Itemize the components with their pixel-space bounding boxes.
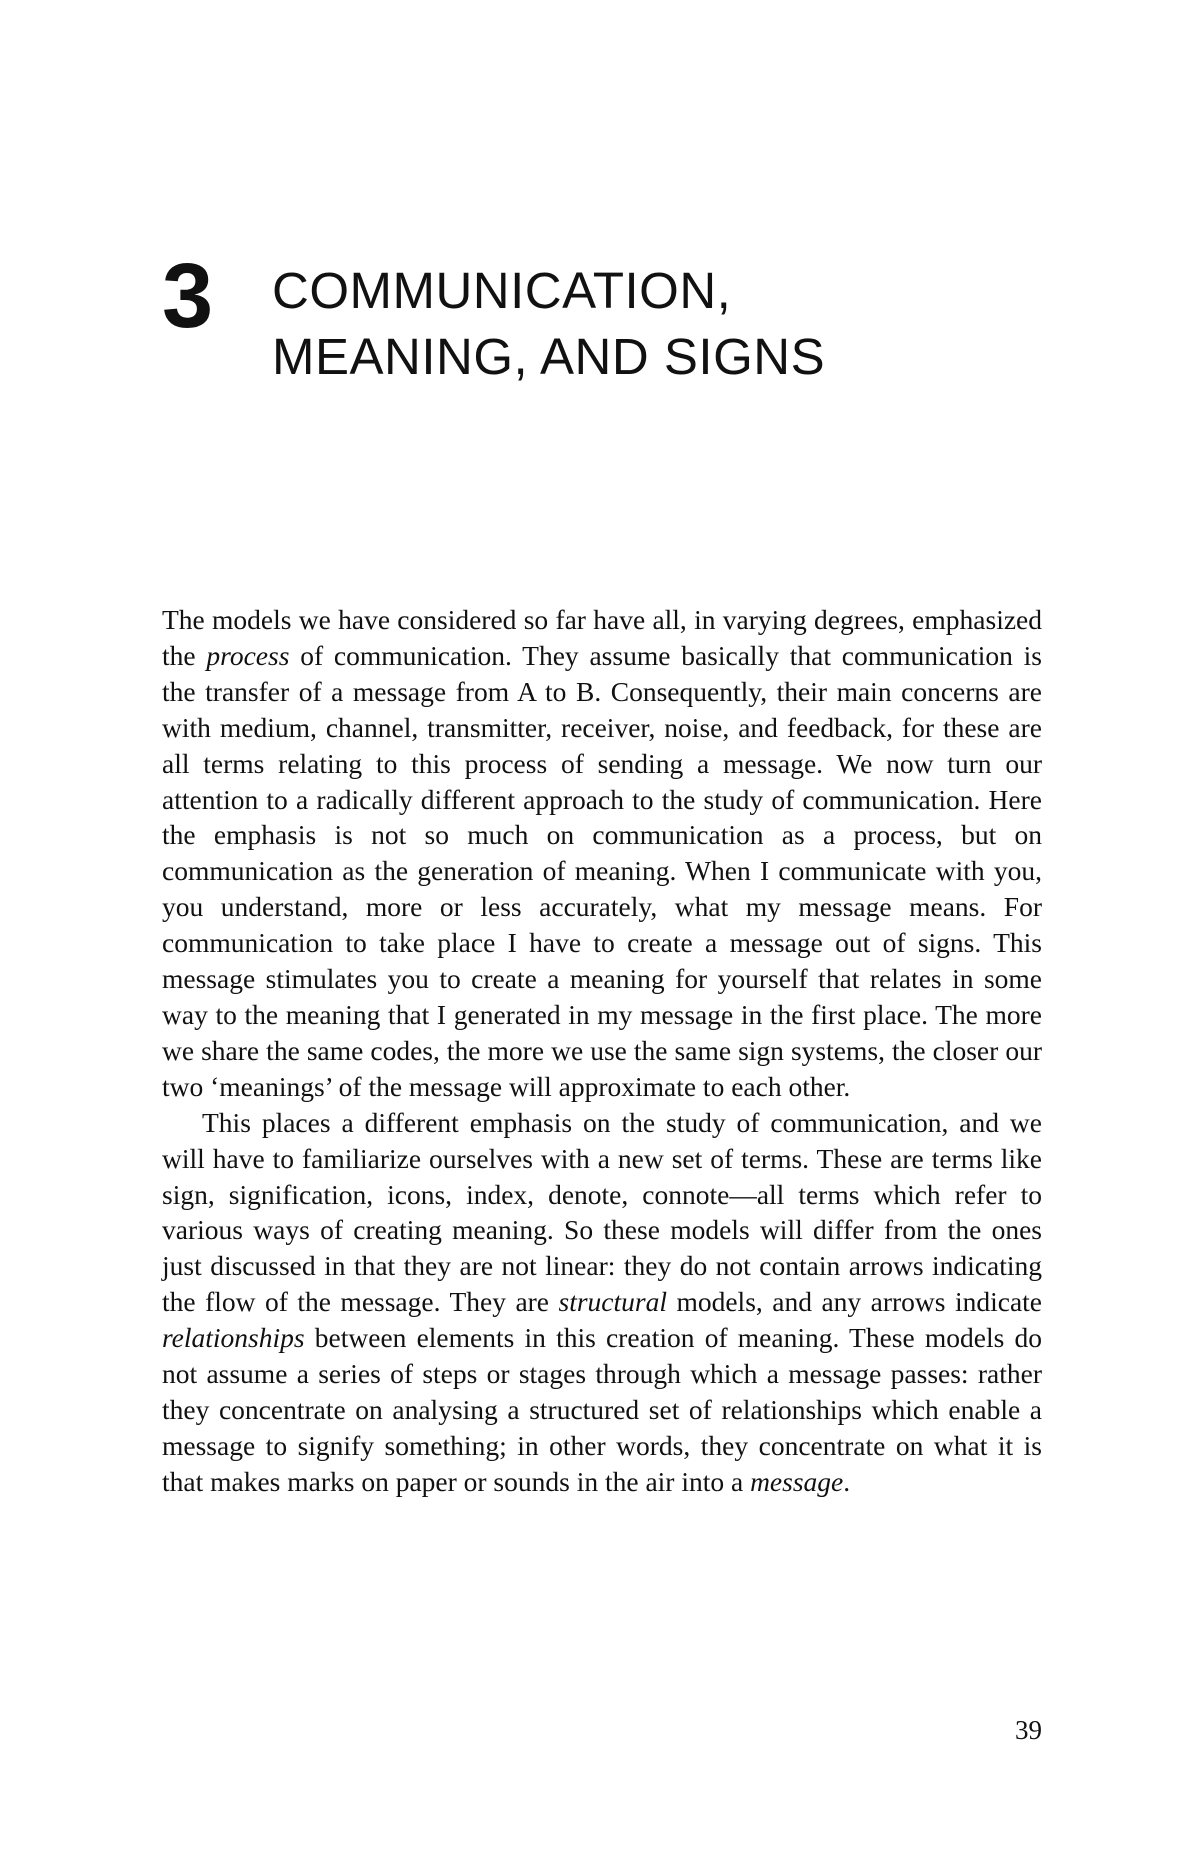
- chapter-title-line-2: MEANING, AND SIGNS: [272, 328, 826, 385]
- paragraph-2-text: This places a different emphasis on the study of communication, and we will have to familiarize ourselves with a new set of terms. These are terms like sign, signification, icons, index, denote, connote—all terms which refer to various ways of creating meaning. So these models will differ from the ones just discussed in that they are not linear: they do not contain arrows indicating the flow of the message. They are: [162, 1106, 1042, 1318]
- emphasis-process: process: [206, 639, 290, 671]
- emphasis-structural: structural: [558, 1286, 667, 1318]
- chapter-number: 3: [162, 245, 213, 347]
- emphasis-relationships: relationships: [162, 1322, 305, 1354]
- chapter-title: [272, 258, 1032, 390]
- page-number: 39: [1015, 1715, 1042, 1745]
- emphasis-message: message: [750, 1465, 844, 1497]
- chapter-heading: [162, 245, 1042, 420]
- paragraph-1-text-continued: of communication. They assume basically that communication is the transfer of a message from A to B. Consequently, their main concerns are with medium, channel, transmitter, receiver, noise, and feedback, for these are all terms relating to this process of sending a message. We now turn our attention to a radically different approach to the study of communication. Here the emphasis is not so much on communication as a process, but on communication as the generation of meaning. When I communicate with you, you understand, more or less accurately, what my message means. For communication to take place I have to create a message out of signs. This message stimulates you to create a meaning for yourself that relates in some way to the meaning that I generated in my message in the first place. The more we share the same codes, the more we use the same sign systems, the closer our two ‘meanings’ of the message will approximate to each other.: [162, 639, 1042, 1102]
- paragraph-2-end: .: [843, 1465, 851, 1497]
- chapter-title-line-1: COMMUNICATION,: [272, 262, 732, 319]
- paragraph-2-text-continued-2: between elements in this creation of meaning. These models do not assume a series of steps or stages through which a message passes: rather they concentrate on analysing a structured set of relationships which enable a message to signify something; in other words, they concentrate on what it is that makes marks on paper or sounds in the air into a: [162, 1322, 1042, 1497]
- paragraph-1-text: The models we have considered so far have all, in varying degrees, emphasized the: [162, 604, 1042, 671]
- paragraph-2-text-continued: models, and any arrows indicate: [666, 1286, 1042, 1318]
- paragraph-1: [162, 602, 1042, 1105]
- paragraph-2: [162, 1105, 1042, 1500]
- body-text: [162, 602, 1042, 1500]
